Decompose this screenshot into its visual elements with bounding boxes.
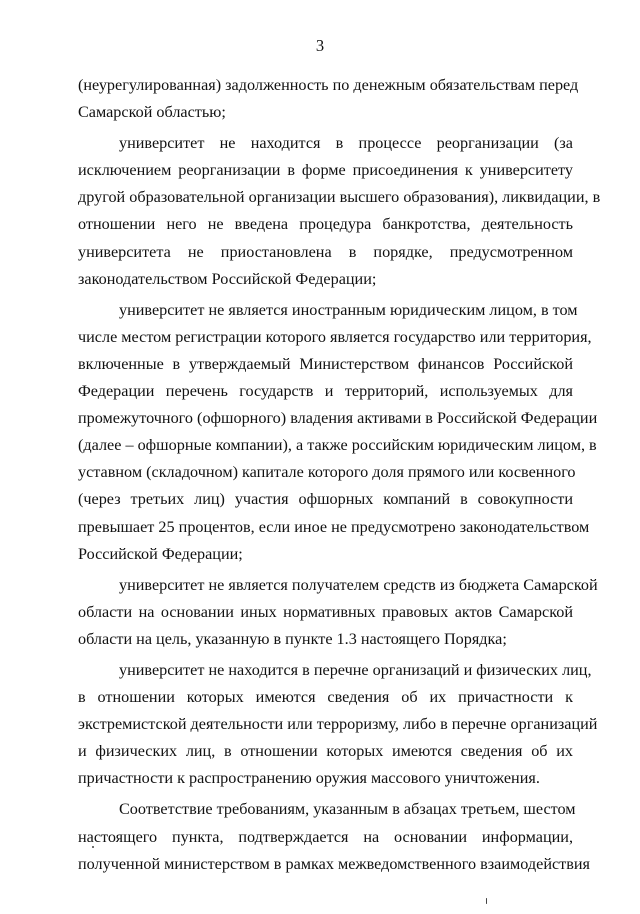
- text-line: настоящего пункта, подтверждается на основании информации,: [78, 827, 573, 846]
- text-line: области на основании иных нормативных правовых актов Самарской: [78, 602, 573, 621]
- text-line: университет не является иностранным юридическим лицом, в том: [119, 300, 578, 319]
- page-number: 3: [315, 36, 325, 55]
- text-line: Соответствие требованиям, указанным в абзацах третьем, шестом: [119, 800, 576, 819]
- text-line: университет не находится в процессе реорганизации (за: [119, 134, 573, 153]
- text-line: законодательством Российской Федерации;: [78, 269, 377, 288]
- text-line: Федерации перечень государств и территорий, используемых для: [78, 382, 573, 401]
- text-line: университет не является получателем средств из бюджета Самарской: [119, 575, 598, 594]
- text-line: превышает 25 процентов, если иное не предусмотрено законодательством: [78, 517, 590, 536]
- text-line: университет не находится в перечне организаций и физических лиц,: [119, 660, 592, 679]
- text-line: университета не приостановлена в порядке, предусмотренном: [78, 242, 573, 261]
- paragraph: [78, 297, 598, 568]
- text-line: и физических лиц, в отношении которых имеются сведения об их: [78, 742, 573, 761]
- paragraph: [78, 130, 601, 293]
- text-line: другой образовательной организации высшего образования), ликвидации, в: [78, 188, 601, 207]
- paragraph: [78, 796, 590, 877]
- text-line: экстремистской деятельности или терроризму, либо в перечне организаций: [78, 715, 598, 734]
- paragraph: [78, 572, 598, 653]
- text-line: Российской Федерации;: [78, 544, 243, 563]
- text-line: в отношении которых имеются сведения об их причастности к: [78, 688, 573, 707]
- text-line: включенные в утверждаемый Министерством финансов Российской: [78, 354, 573, 373]
- paragraph: [78, 657, 598, 792]
- text-line: (далее – офшорные компании), а также российским юридическим лицом, в: [78, 436, 597, 455]
- text-line: Самарской областью;: [78, 103, 226, 122]
- body-text: [78, 72, 601, 878]
- text-line: уставном (складочном) капитале которого доля прямого или косвенного: [78, 463, 576, 482]
- text-line: (неурегулированная) задолженность по денежным обязательствам перед: [78, 76, 579, 94]
- text-line: (через третьих лиц) участия офшорных компаний в совокупности: [78, 490, 573, 509]
- text-line: причастности к распространению оружия массового уничтожения.: [78, 769, 540, 788]
- text-line: области на цель, указанную в пункте 1.3 настоящего Порядка;: [78, 629, 507, 648]
- text-line: отношении него не введена процедура банкротства, деятельность: [78, 215, 573, 234]
- text-line: полученной министерством в рамках межведомственного взаимодействия: [78, 854, 590, 873]
- paragraph: [78, 72, 579, 126]
- text-line: промежуточного (офшорного) владения активами в Российской Федерации: [78, 409, 598, 428]
- text-line: исключением реорганизации в форме присоединения к университету: [78, 161, 573, 180]
- scan-speck: [486, 898, 487, 904]
- scan-speck: [92, 846, 94, 848]
- text-line: числе местом регистрации которого является государство или территория,: [78, 327, 592, 346]
